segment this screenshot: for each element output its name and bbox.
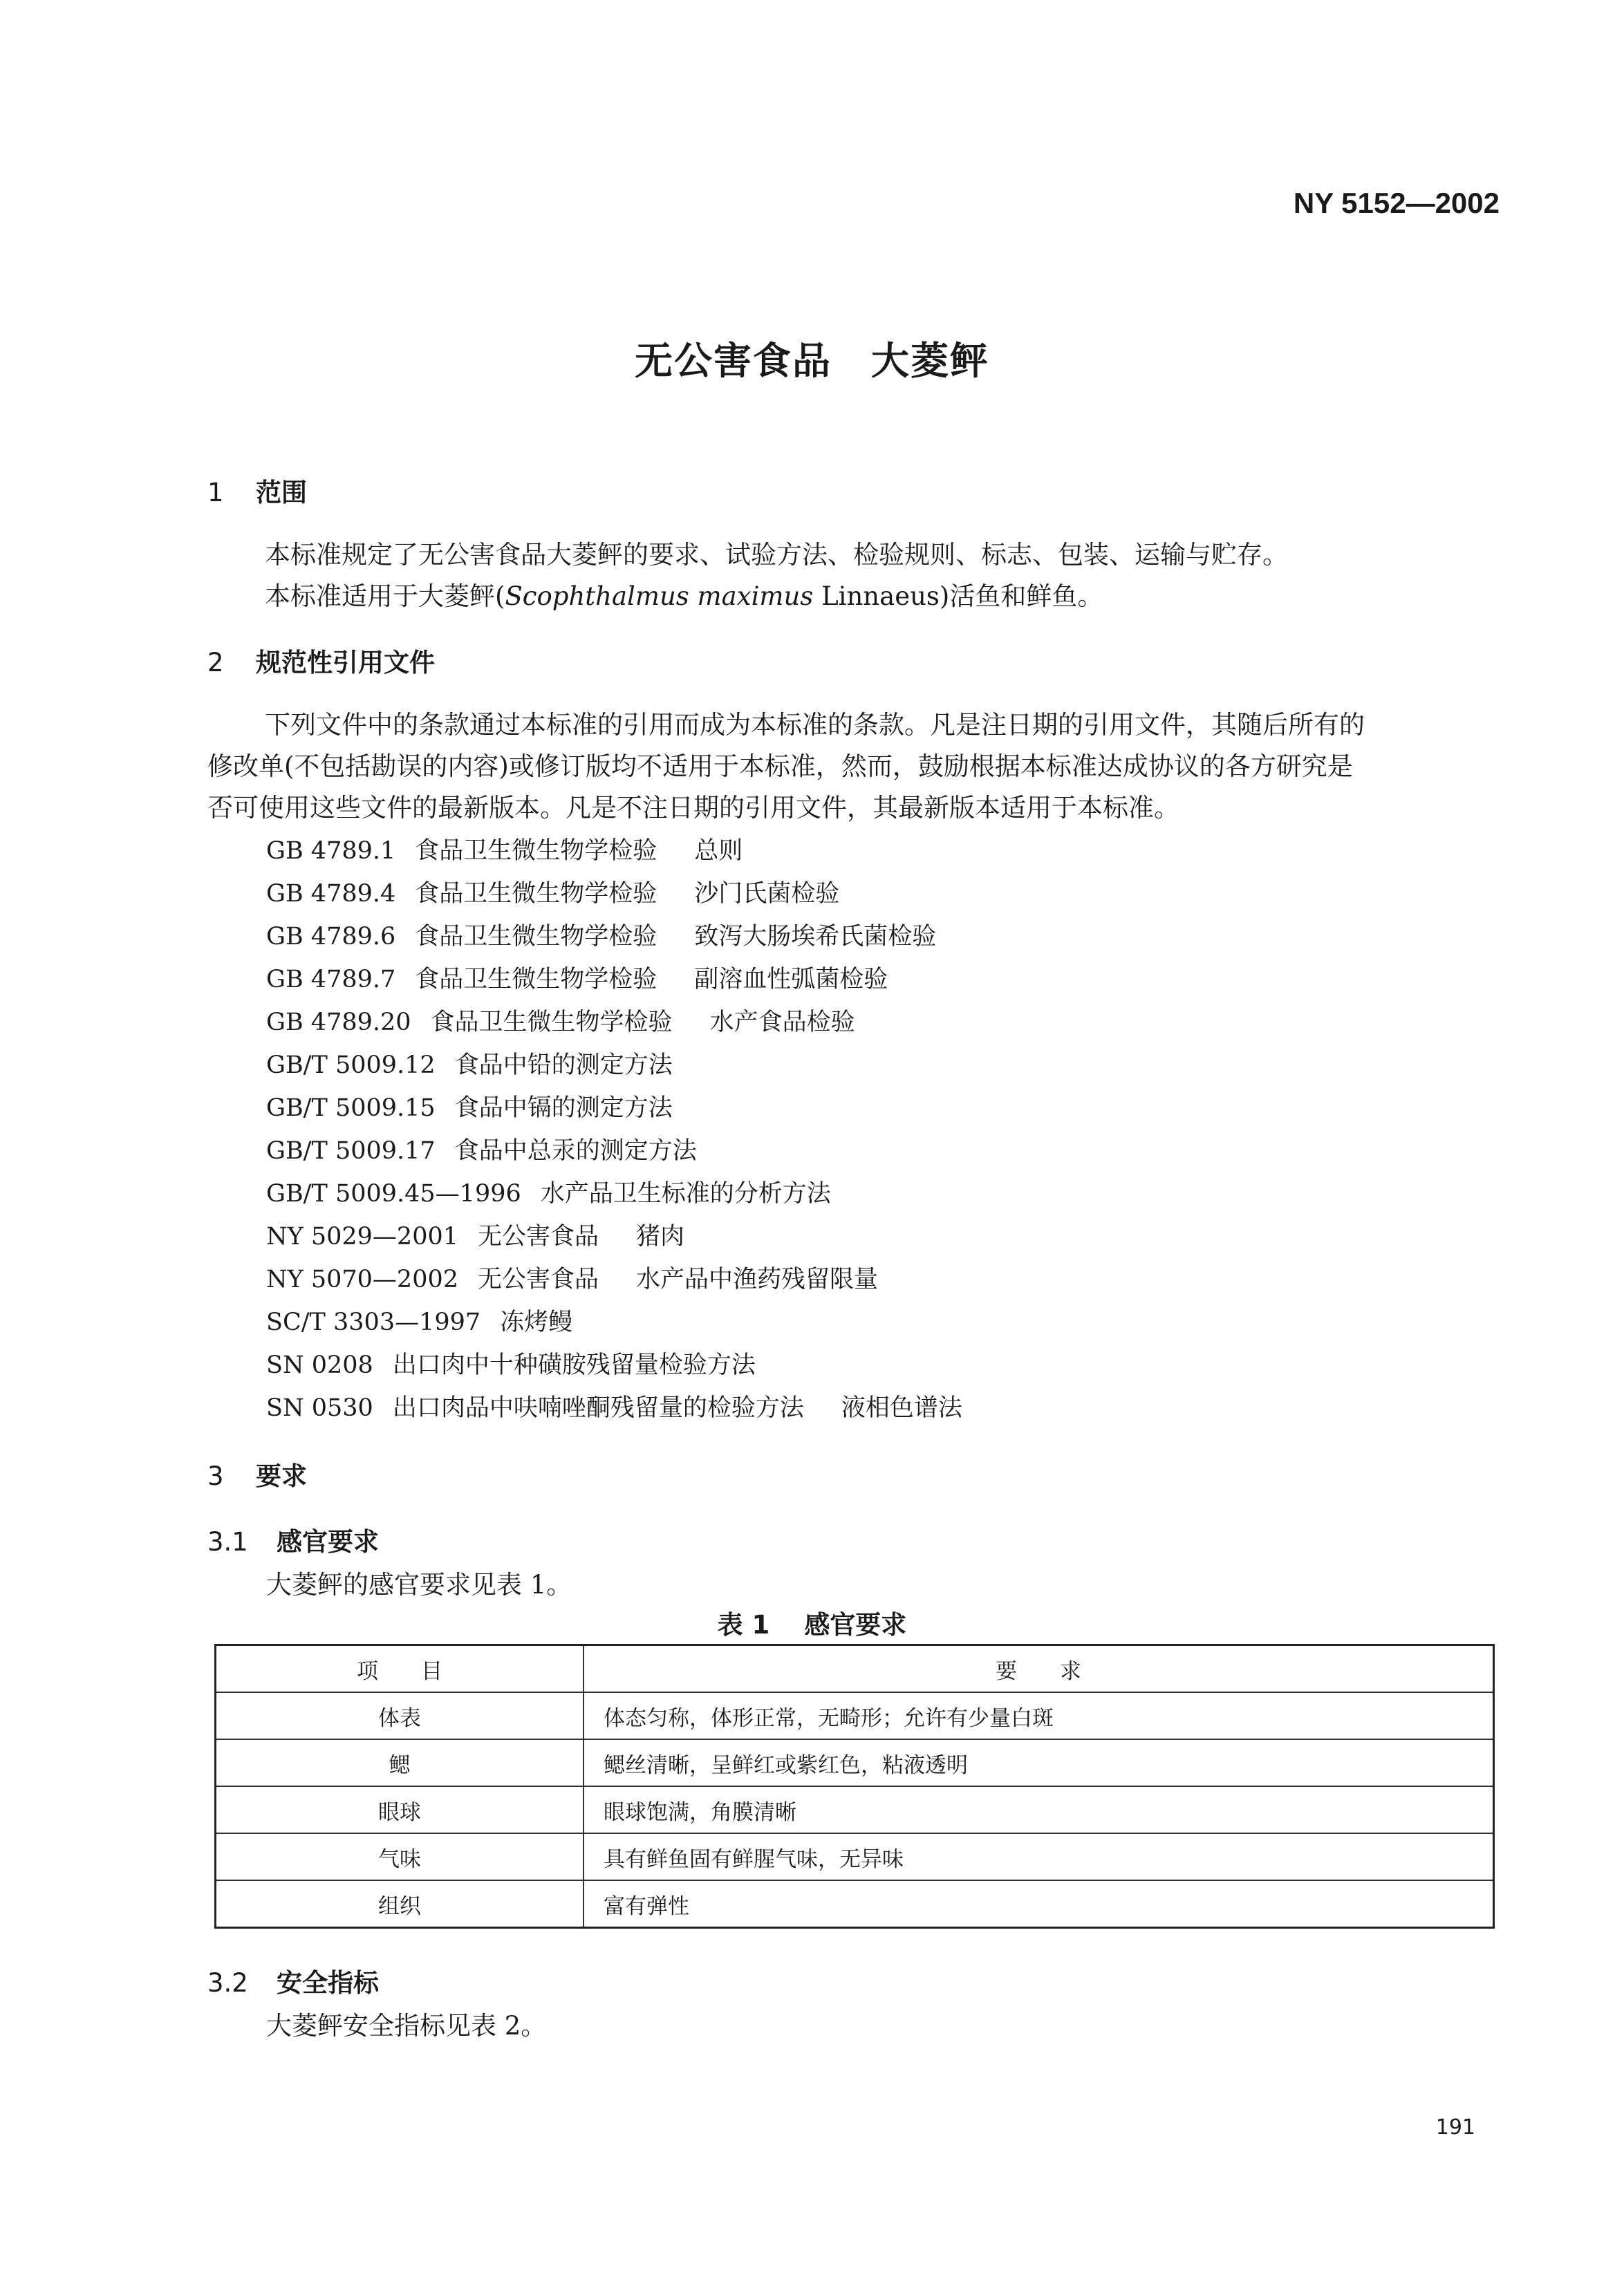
- reference-item: [266, 1303, 572, 1338]
- species-author: Linnaeus: [813, 581, 940, 611]
- reference-name: 食品中铅的测定方法: [454, 1051, 673, 1079]
- reference-item: [266, 1003, 855, 1038]
- reference-code: GB/T 5009.45—1996: [266, 1180, 521, 1208]
- item-cell: 体表: [216, 1692, 584, 1739]
- reference-item: [266, 1174, 831, 1209]
- reference-code: GB/T 5009.15: [266, 1094, 436, 1122]
- reference-name: 出口肉品中呋喃唑酮残留量的检验方法: [392, 1394, 804, 1422]
- reference-item: [266, 1217, 684, 1252]
- section-title: 范围: [256, 478, 307, 507]
- section-number: 2: [207, 648, 224, 677]
- table-row: [216, 1786, 1494, 1833]
- reference-name: 食品中镉的测定方法: [454, 1094, 673, 1122]
- scope-paragraph-1: 本标准规定了无公害食品大菱鲆的要求、试验方法、检验规则、标志、包装、运输与贮存。: [265, 540, 1288, 570]
- section-3-1-text: 大菱鲆的感官要求见表 1。: [266, 1570, 572, 1600]
- page-number: 191: [1435, 2115, 1475, 2140]
- reference-code: NY 5070—2002: [266, 1266, 459, 1293]
- reference-code: GB 4789.1: [266, 837, 396, 865]
- reference-item: [266, 874, 839, 909]
- reference-name: 食品中总汞的测定方法: [454, 1137, 697, 1165]
- section-3-2-text: 大菱鲆安全指标见表 2。: [266, 2011, 547, 2041]
- scope-p2-tail: )活鱼和鲜鱼。: [939, 581, 1103, 611]
- section-title: 感官要求: [277, 1527, 379, 1557]
- reference-subtitle: 水产品中渔药残留限量: [636, 1266, 879, 1293]
- reference-name: 食品卫生微生物学检验: [415, 923, 657, 951]
- table-row: [216, 1833, 1494, 1880]
- reference-code: SC/T 3303—1997: [266, 1309, 481, 1336]
- reference-code: NY 5029—2001: [266, 1223, 459, 1251]
- item-cell: 气味: [216, 1833, 584, 1880]
- reference-name: 无公害食品: [478, 1223, 599, 1251]
- requirement-cell: 具有鲜鱼固有鲜腥气味，无异味: [584, 1833, 1494, 1880]
- reference-code: SN 0208: [266, 1351, 373, 1379]
- column-header-requirement: 要 求: [584, 1645, 1494, 1693]
- section-title: 要求: [256, 1461, 307, 1491]
- reference-name: 食品卫生微生物学检验: [415, 880, 657, 908]
- references-intro-line-1: 下列文件中的条款通过本标准的引用而成为本标准的条款。凡是注日期的引用文件，其随后所有的: [265, 710, 1365, 740]
- reference-code: GB/T 5009.12: [266, 1051, 436, 1079]
- item-cell: 眼球: [216, 1786, 584, 1833]
- reference-item: [266, 1260, 878, 1295]
- reference-subtitle: 副溶血性弧菌检验: [694, 966, 888, 993]
- requirement-cell: 鳃丝清晰，呈鲜红或紫红色，粘液透明: [584, 1739, 1494, 1786]
- species-latin-name: Scophthalmus maximus: [505, 581, 814, 611]
- reference-item: [266, 1346, 756, 1380]
- reference-subtitle: 水产食品检验: [709, 1009, 855, 1036]
- scope-paragraph-2: [265, 575, 1103, 612]
- reference-subtitle: 沙门氏菌检验: [694, 880, 840, 908]
- section-number: 3: [207, 1461, 224, 1491]
- reference-code: GB/T 5009.17: [266, 1137, 436, 1165]
- reference-item: [266, 917, 936, 952]
- column-header-item: 项 目: [216, 1645, 584, 1693]
- requirement-cell: 体态匀称，体形正常，无畸形；允许有少量白斑: [584, 1692, 1494, 1739]
- item-cell: 组织: [216, 1880, 584, 1928]
- item-cell: 鳃: [216, 1739, 584, 1786]
- reference-code: GB 4789.4: [266, 880, 396, 908]
- reference-item: [266, 832, 743, 866]
- requirement-cell: 富有弹性: [584, 1880, 1494, 1928]
- reference-subtitle: 猪肉: [636, 1223, 685, 1251]
- references-intro-line-2: 修改单(不包括勘误的内容)或修订版均不适用于本标准，然而，鼓励根据本标准达成协议的各方研究是: [207, 751, 1353, 781]
- section-3-2-heading: [207, 1962, 379, 1999]
- table-1-caption: [0, 1604, 1624, 1641]
- sensory-requirements-table: [214, 1644, 1495, 1929]
- section-1-heading: [207, 471, 307, 509]
- reference-subtitle: 液相色谱法: [841, 1394, 962, 1422]
- scope-p2-head: 本标准适用于大菱鲆(: [265, 581, 505, 611]
- section-3-1-heading: [207, 1521, 379, 1558]
- reference-name: 食品卫生微生物学检验: [430, 1009, 673, 1036]
- standard-number: NY 5152—2002: [1293, 187, 1500, 219]
- table-header-row: [216, 1645, 1494, 1693]
- reference-name: 水产品卫生标准的分析方法: [540, 1180, 831, 1208]
- table-row: [216, 1692, 1494, 1739]
- reference-code: SN 0530: [266, 1394, 373, 1422]
- section-number: 3.2: [207, 1968, 248, 1998]
- table-caption-number: 表 1: [717, 1610, 770, 1640]
- section-number: 1: [207, 478, 224, 507]
- reference-item: [266, 1132, 697, 1166]
- section-3-heading: [207, 1455, 307, 1492]
- reference-item: [266, 1089, 673, 1123]
- section-title: 规范性引用文件: [256, 648, 435, 677]
- reference-name: 食品卫生微生物学检验: [415, 966, 657, 993]
- reference-name: 无公害食品: [478, 1266, 599, 1293]
- references-intro-line-3: 否可使用这些文件的最新版本。凡是不注日期的引用文件，其最新版本适用于本标准。: [207, 793, 1179, 823]
- table-row: [216, 1739, 1494, 1786]
- reference-name: 冻烤鳗: [500, 1309, 573, 1336]
- reference-subtitle: 总则: [694, 837, 743, 865]
- reference-name: 食品卫生微生物学检验: [415, 837, 657, 865]
- reference-code: GB 4789.6: [266, 923, 396, 951]
- section-2-heading: [207, 642, 435, 679]
- reference-item: [266, 1046, 673, 1080]
- section-title: 安全指标: [277, 1968, 379, 1998]
- table-caption-title: 感官要求: [804, 1610, 907, 1640]
- section-number: 3.1: [207, 1527, 248, 1557]
- reference-item: [266, 960, 888, 995]
- reference-item: [266, 1389, 962, 1423]
- table-row: [216, 1880, 1494, 1928]
- reference-subtitle: 致泻大肠埃希氏菌检验: [694, 923, 937, 951]
- requirement-cell: 眼球饱满，角膜清晰: [584, 1786, 1494, 1833]
- reference-name: 出口肉中十种磺胺残留量检验方法: [392, 1351, 756, 1379]
- reference-code: GB 4789.7: [266, 966, 396, 993]
- reference-code: GB 4789.20: [266, 1009, 411, 1036]
- document-title: 无公害食品 大菱鲆: [634, 339, 989, 383]
